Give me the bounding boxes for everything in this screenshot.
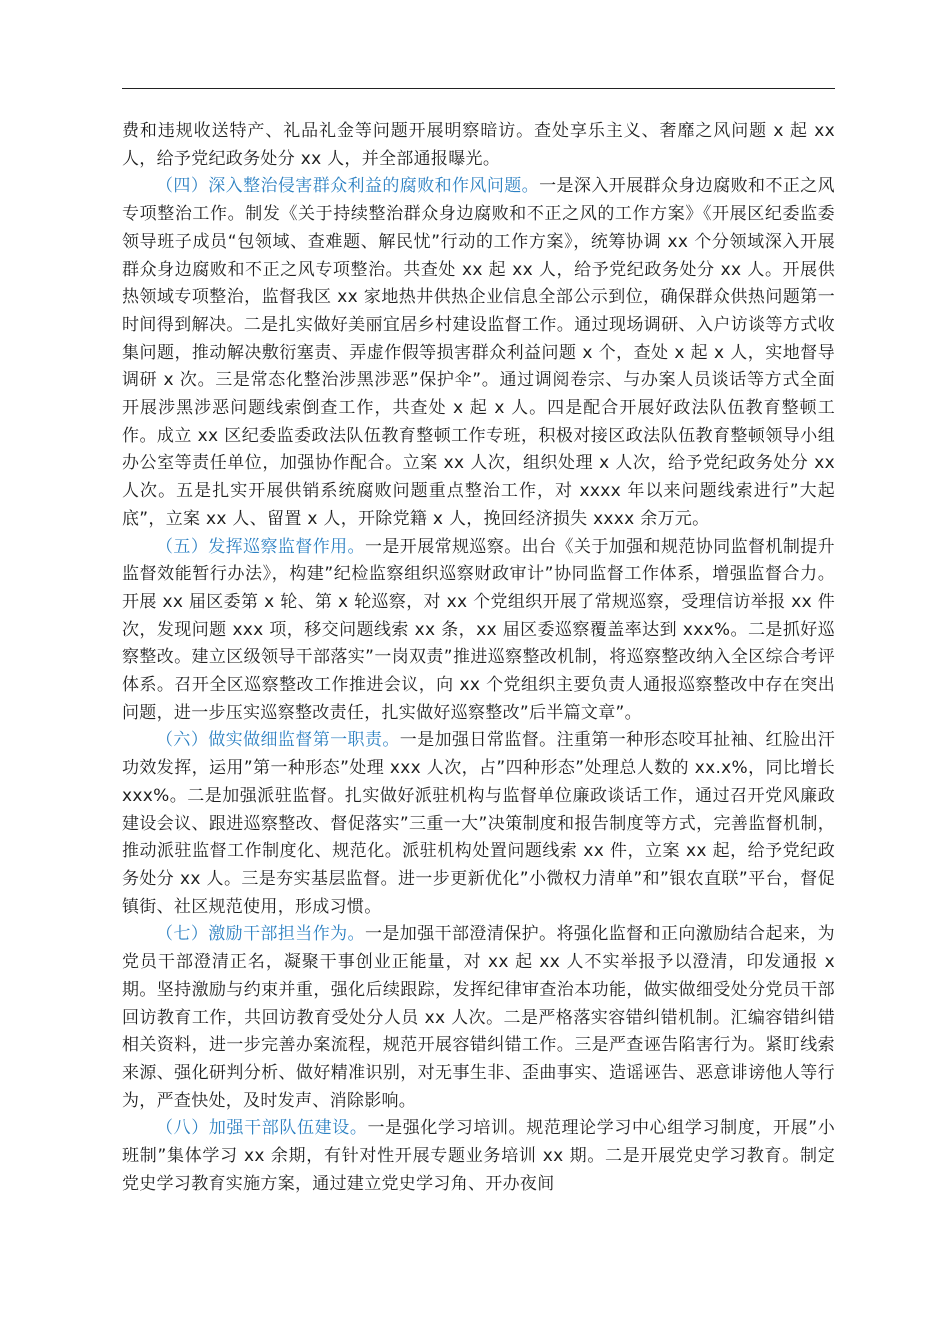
section-5-text: 一是开展常规巡察。出台《关于加强和规范协同监督机制提升监督效能暂行办法》，构建”纪检监察组织巡察财政审计”协同监督工作体系，增强监督合力。开展 xx 届区委第 x 轮、第 x 轮巡察，对 xx 个党组织开展了常规巡察，受理信访举报 xx 件次，发现问题 xxx 项，移交问题线索 xx 条，xx 届区委巡察覆盖率达到 xxx%。二是抓好巡察整改。建立区级领导干部落实”一岗双责”推进巡察整改机制，将巡察整改纳入全区综合考评体系。召开全区巡察整改工作推进会议，向 xx 个党组织主要负责人通报巡察整改中存在突出问题，进一步压实巡察整改责任，扎实做好巡察整改”后半篇文章”。 xyxy=(122,536,835,723)
section-6-paragraph xyxy=(122,727,835,921)
section-7-heading: （七）激励干部担当作为。 xyxy=(156,924,365,945)
paragraph-text: 费和违规收送特产、礼品礼金等问题开展明察暗访。查处享乐主义、奢靡之风问题 x 起 xx 人，给予党纪政务处分 xx 人，并全部通报曝光。 xyxy=(122,121,835,169)
section-5-paragraph xyxy=(122,534,835,728)
section-8-heading: （八）加强干部队伍建设。 xyxy=(156,1118,368,1139)
section-6-text: 一是加强日常监督。注重第一种形态咬耳扯袖、红脸出汗功效发挥，运用”第一种形态”处理 xxx 人次，占”四种形态”处理总人数的 xx.x%，同比增长 xxx%。二是加强派驻监督。扎实做好派驻机构与监督单位廉政谈话工作，通过召开党风廉政建设会议、跟进巡察整改、督促落实”三重一大”决策制度和报告制度等方式，完善监督机制，推动派驻监督工作制度化、规范化。派驻机构处置问题线索 xx 件，立案 xx 起，给予党纪政务处分 xx 人。三是夯实基层监督。进一步更新优化”小微权力清单”和”银农直联”平台，督促镇街、社区规范使用，形成习惯。 xyxy=(122,730,836,917)
section-5-heading: （五）发挥巡察监督作用。 xyxy=(156,536,365,557)
header-rule xyxy=(122,88,835,89)
section-4-paragraph xyxy=(122,173,835,533)
section-6-heading: （六）做实做细监督第一职责。 xyxy=(156,730,400,751)
document-body xyxy=(122,118,835,1198)
section-7-text: 一是加强干部澄清保护。将强化监督和正向激励结合起来，为党员干部澄清正名，凝聚干事创业正能量，对 xx 起 xx 人不实举报予以澄清，印发通报 x 期。坚持激励与约束并重，强化后续跟踪，发挥纪律审查治本功能，做实做细受处分党员干部回访教育工作，共回访教育受处分人员 xx 人次。二是严格落实容错纠错机制。汇编容错纠错相关资料，进一步完善办案流程，规范开展容错纠错工作。三是严查诬告陷害行为。紧盯线索来源、强化研判分析、做好精准识别，对无事生非、歪曲事实、造谣诬告、恶意诽谤他人等行为，严查快处，及时发声、消除影响。 xyxy=(122,924,835,1111)
section-4-text: 一是深入开展群众身边腐败和不正之风专项整治工作。制发《关于持续整治群众身边腐败和不正之风的工作方案》《开展区纪委监委领导班子成员“包领域、查难题、解民忧”行动的工作方案》，统筹协调 xx 个分领域深入开展群众身边腐败和不正之风专项整治。共查处 xx 起 xx 人，给予党纪政务处分 xx 人。开展供热领域专项整治，监督我区 xx 家地热井供热企业信息全部公示到位，确保群众供热问题第一时间得到解决。二是扎实做好美丽宜居乡村建设监督工作。通过现场调研、入户访谈等方式收集问题，推动解决敷衍塞责、弄虚作假等损害群众利益问题 x 个，查处 x 起 x 人，实地督导调研 x 次。三是常态化整治涉黑涉恶”保护伞”。通过调阅卷宗、与办案人员谈话等方式全面开展涉黑涉恶问题线索倒查工作，共查处 x 起 x 人。四是配合开展好政法队伍教育整顿工作。成立 xx 区纪委监委政法队伍教育整顿工作专班，积极对接区政法队伍教育整顿领导小组办公室等责任单位，加强协作配合。立案 xx 人次，组织处理 x 人次，给予党纪政务处分 xx 人次。五是扎实开展供销系统腐败问题重点整治工作，对 xxxx 年以来问题线索进行”大起底”，立案 xx 人、留置 x 人，开除党籍 x 人，挽回经济损失 xxxx 余万元。 xyxy=(122,176,835,529)
section-4-heading: （四）深入整治侵害群众利益的腐败和作风问题。 xyxy=(156,176,540,197)
section-8-paragraph xyxy=(122,1115,835,1198)
section-8-text: 一是强化学习培训。规范理论学习中心组学习制度，开展”小班制”集体学习 xx 余期，有针对性开展专题业务培训 xx 期。二是开展党史学习教育。制定党史学习教育实施方案，通过建立党史学习角、开办夜间 xyxy=(122,1118,835,1194)
section-7-paragraph xyxy=(122,921,835,1115)
paragraph-continuation xyxy=(122,118,835,173)
